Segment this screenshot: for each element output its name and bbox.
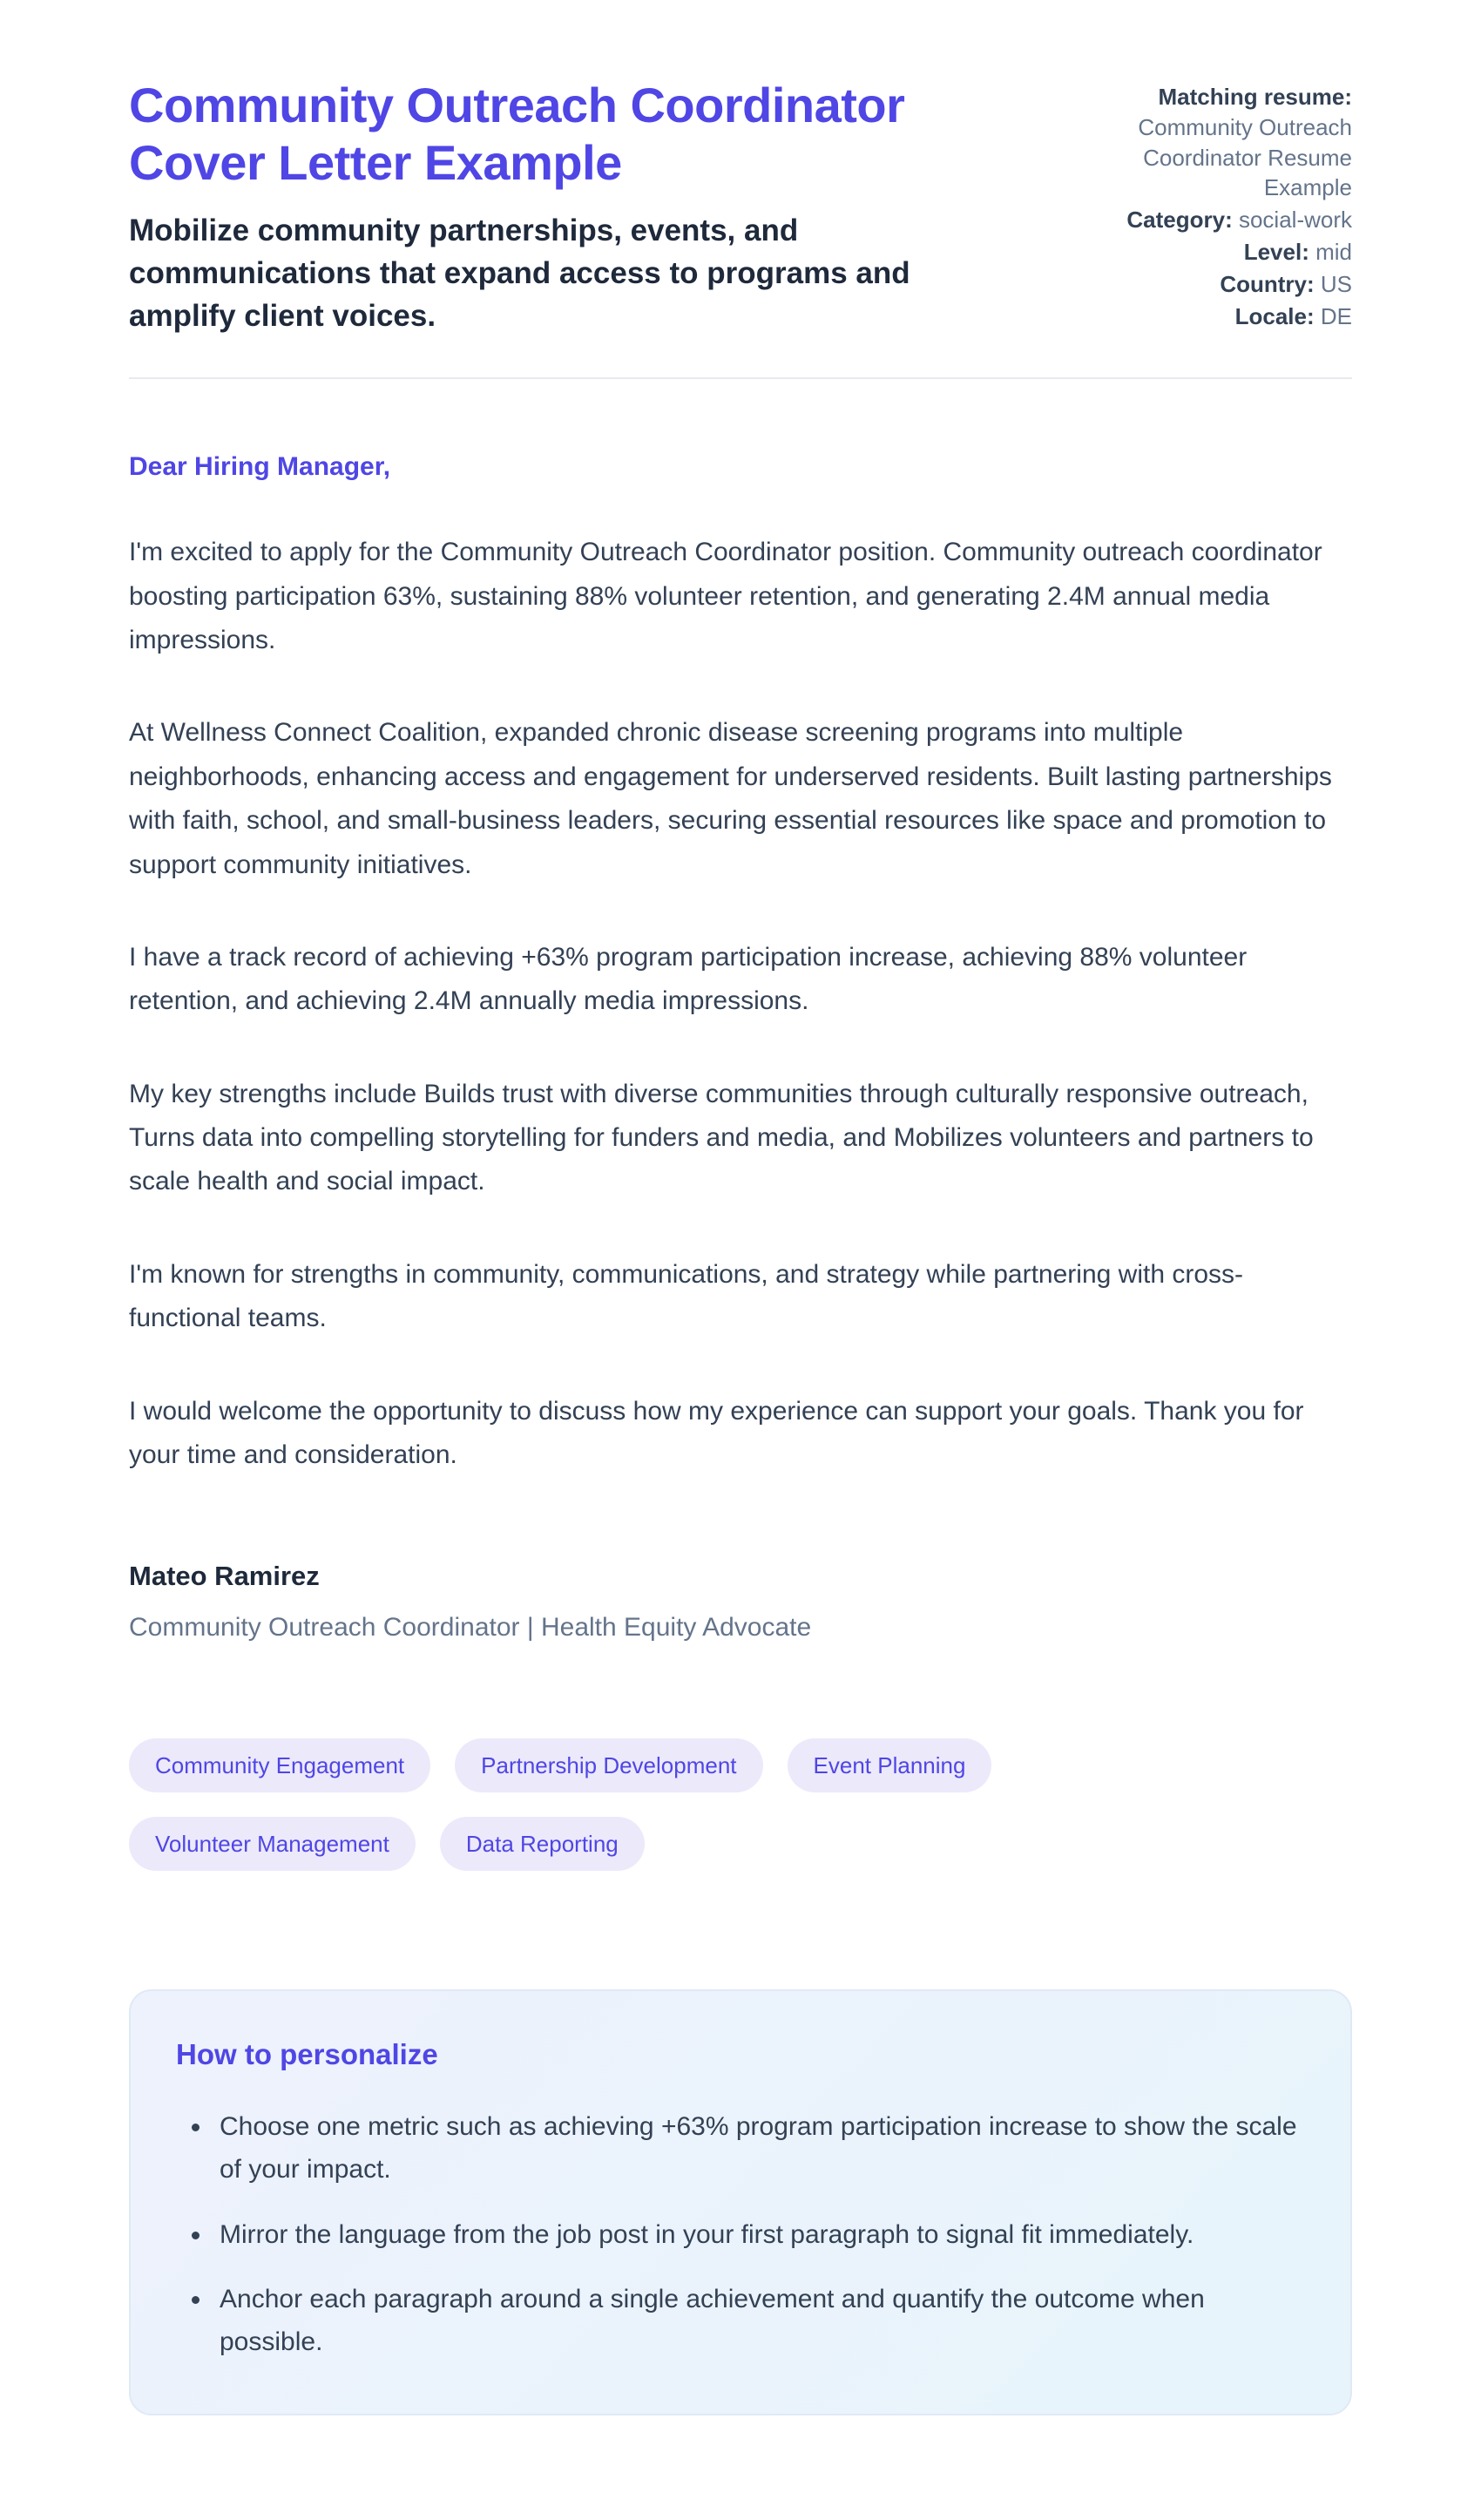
letter-paragraph: At Wellness Connect Coalition, expanded chronic disease screening programs into multiple neighborhoods, enhancing access and engagement for underserved residents. Built lasting partnerships with faith, school, and small-business leaders, securing essential resources like space and promotion to support community initiatives. <box>129 718 1332 879</box>
personalize-heading: How to personalize <box>176 2038 438 2071</box>
meta-value: social-work <box>1238 207 1352 234</box>
cover-letter-body <box>129 452 1352 1643</box>
page-subtitle: Mobilize community partnerships, events, and communications that expand access to programs and amplify client voices. <box>129 213 910 334</box>
letter-paragraph: My key strengths include Builds trust with diverse communities through culturally responsive outreach, Turns data into compelling storytelling for funders and media, and Mobilizes volunteers and partners to scale health and social impact. <box>129 1079 1314 1196</box>
salutation: Dear Hiring Manager, <box>129 452 391 482</box>
signature-name: Mateo Ramirez <box>129 1561 320 1592</box>
personalize-tips-list <box>176 2106 1305 2363</box>
header-divider <box>129 377 1352 379</box>
header-text-block <box>129 77 965 337</box>
page-title: Community Outreach Coordinator Cover Letter Example <box>129 78 905 191</box>
letter-paragraph: I'm excited to apply for the Community Outreach Coordinator position. Community outreach coordinator boosting participation 63%, sustaining 88% volunteer retention, and generating 2.4M annual media impressions. <box>129 538 1322 654</box>
signature-title: Community Outreach Coordinator | Health Equity Advocate <box>129 1613 812 1643</box>
meta-value: DE <box>1320 302 1352 329</box>
skill-tag: Event Planning <box>788 1738 992 1792</box>
meta-row-level <box>1091 237 1352 268</box>
meta-row-country <box>1091 269 1352 300</box>
skill-tags <box>129 1738 1296 1871</box>
meta-value: mid <box>1315 239 1352 266</box>
letter-paragraph: I'm known for strengths in community, communications, and strategy while partnering with cross-functional teams. <box>129 1259 1244 1333</box>
letter-paragraph: I would welcome the opportunity to discuss how my experience can support your goals. Thank you for your time and consideration. <box>129 1396 1304 1470</box>
meta-row-matching-resume <box>1091 82 1352 203</box>
personalize-tip: • Anchor each paragraph around a single achievement and quantify the outcome when possible. <box>213 2279 1305 2363</box>
letter-paragraph: I have a track record of achieving +63% program participation increase, achieving 88% volunteer retention, and achieving 2.4M annually media impressions. <box>129 942 1248 1016</box>
header <box>129 77 1352 337</box>
skill-tag: Partnership Development <box>455 1738 762 1792</box>
skill-tag: Volunteer Management <box>129 1817 416 1871</box>
skill-tag: Community Engagement <box>129 1738 430 1792</box>
meta-value: Community Outreach Coordinator Resume Example <box>1138 113 1352 201</box>
meta-label: Locale: <box>1234 302 1315 329</box>
meta-row-category <box>1091 205 1352 235</box>
meta-value: US <box>1320 270 1352 297</box>
meta-label: Matching resume: <box>1158 84 1352 110</box>
personalize-tip: • Mirror the language from the job post in your first paragraph to signal fit immediately. <box>213 2214 1305 2257</box>
skill-tag: Data Reporting <box>440 1817 645 1871</box>
meta-label: Level: <box>1243 239 1309 266</box>
personalize-card <box>129 1989 1352 2415</box>
meta-label: Country: <box>1220 270 1315 297</box>
resume-meta <box>1091 77 1352 334</box>
content-container <box>129 0 1352 2520</box>
personalize-tip: • Choose one metric such as achieving +63% program participation increase to show the scale of your impact. <box>213 2106 1305 2191</box>
meta-label: Category: <box>1126 207 1233 234</box>
meta-row-locale <box>1091 301 1352 332</box>
